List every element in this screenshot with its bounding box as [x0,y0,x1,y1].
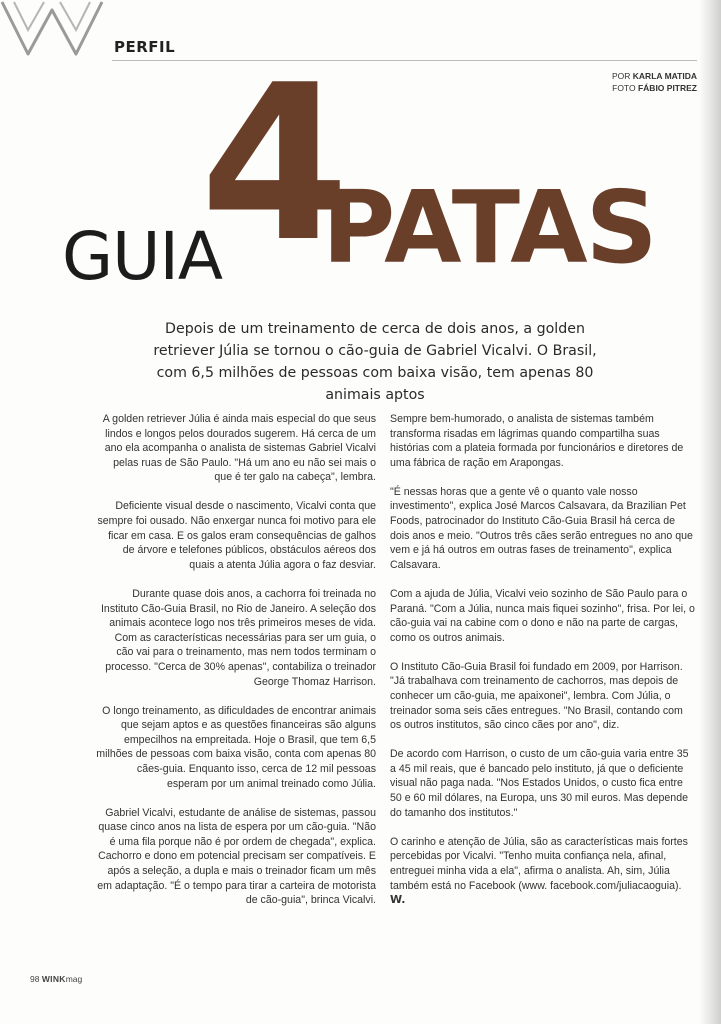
paragraph: Deficiente visual desde o nascimento, Vicalvi conta que sempre foi ousado. Não enxergar nunca foi motivo para ele ficar em casa. E os galos eram consequências de galhos de árvore e telefones públicos, obstáculos aéreos dos quais a atenta Júlia agora o faz desviar. [97,500,376,571]
paragraph: Durante quase dois anos, a cachorra foi treinada no Instituto Cão-Guia Brasil, no Rio de Janeiro. A seleção dos animais acontece logo nos três primeiros meses de vida. Com as características necessárias para ser um guia, o cão vai para o treinamento, mas nem todos terminam o processo. "Cerca de 30% apenas", contabiliza o treinador George Thomaz Harrison. [100,587,376,688]
title-number: 4 [200,38,344,289]
paragraph: "É nessas horas que a gente vê o quanto vale nosso investimento", explica José Marcos Calsavara, da Brazilian Pet Foods, patrocinador do Instituto Cão-Guia Brasil há cerca de dois anos e meio. "Outros três cães serão entregues no ano que vem e já há outros em outras fases de treinamento", explica Calsavara. [390,485,693,571]
paragraph: Gabriel Vicalvi, estudante de análise de sistemas, passou quase cinco anos na lista de espera por um cão-guia. "Não é uma fila porque não é por ordem de chegada", explica. Cachorro e dono em potencial precisam ser compatíveis. E após a seleção, a dupla e mais o treinador ficam um mês em adaptação. "É o tempo para tirar a carteira de motorista de cão-guia", brinca Vicalvi. [97,806,376,907]
credit-author [612,70,697,82]
magazine-suffix: mag [65,974,83,984]
credit-photo-name: FÁBIO PITREZ [637,83,697,93]
paragraph: O longo treinamento, as dificuldades de encontrar animais que sejam aptos e as questões financeiras são alguns empecilhos na empreitada. Hoje o Brasil, que tem 6,5 milhões de pessoas com baixa visão, conta com apenas 80 cães-guia. Enquanto isso, cerca de 12 mil pessoas esperam por um animal treinado como Júlia. [96,704,376,790]
page-footer [30,974,82,984]
paragraph: De acordo com Harrison, o custo de um cão-guia varia entre 35 a 45 mil reais, que é bancado pelo instituto, já que o deficiente visual não paga nada. "Nos Estados Unidos, o custo fica entre 50 e 60 mil dólares, na Europa, uns 30 mil euros. Mas depende do tamanho dos institutos." [390,748,689,819]
paragraph: Com a ajuda de Júlia, Vicalvi veio sozinho de São Paulo para o Paraná. "Com a Júlia, nunca mais fiquei sozinho", frisa. Por lei, o cão-guia vai na cabine com o dono e não na parte de cargas, como os outros animais. [390,587,695,644]
magazine-name: WINK [41,974,66,984]
paragraph: Sempre bem-humorado, o analista de sistemas também transforma risadas em lágrimas quando compartilha suas histórias com a plateia formada por funcionários e diretores de uma fábrica de ração em Arapongas. [390,413,684,469]
credit-photo-label: FOTO [612,83,636,93]
credit-author-name: KARLA MATIDA [632,71,697,81]
article-column-left [96,412,376,922]
article-dek: Depois de um treinamento de cerca de dois anos, a golden retriever Júlia se tornou o cão-guia de Gabriel Vicalvi. O Brasil, com 6,5 milhões de pessoas com baixa visão, tem apenas 80 animais aptos [153,321,597,403]
page-edge-shadow [699,0,721,1024]
paragraph-final [390,835,695,908]
section-label: PERFIL [114,38,176,56]
paragraph: O Instituto Cão-Guia Brasil foi fundado em 2009, por Harrison. "Já trabalhava com treinamento de cachorros, mas depois de conhecer um cão-guia, me apaixonei", lembra. Com Júlia, o treinador soma seis cães entregues. "No Brasil, contando com os outros institutos, são cinco cães por ano", diz. [390,660,683,732]
paragraph-final-text: O carinho e atenção de Júlia, são as características mais fortes percebidas por Vicalvi. "Tenho muita confiança nela, afinal, entreguei minha vida a ela", afirma o analista. Ah, sim, Júlia também está no Facebook (www. facebook.com/juliacaoguia). [390,835,688,892]
title-guia: GUIA [62,218,223,295]
page-number: 98 [30,974,40,984]
title-patas: PATAS [322,169,656,286]
credits [612,70,697,94]
end-mark: W. [390,893,406,907]
article-column-right [390,412,695,922]
credit-photo [612,82,697,94]
paragraph: A golden retriever Júlia é ainda mais especial do que seus lindos e longos pelos dourados sugerem. Há cerca de um ano ela acompanha o analista de sistemas Gabriel Vicalvi pelas ruas de São Paulo. "Há um ano eu não sei mais o que é ter galo na cabeça", lembra. [102,413,376,484]
credit-author-label: POR [611,71,631,81]
